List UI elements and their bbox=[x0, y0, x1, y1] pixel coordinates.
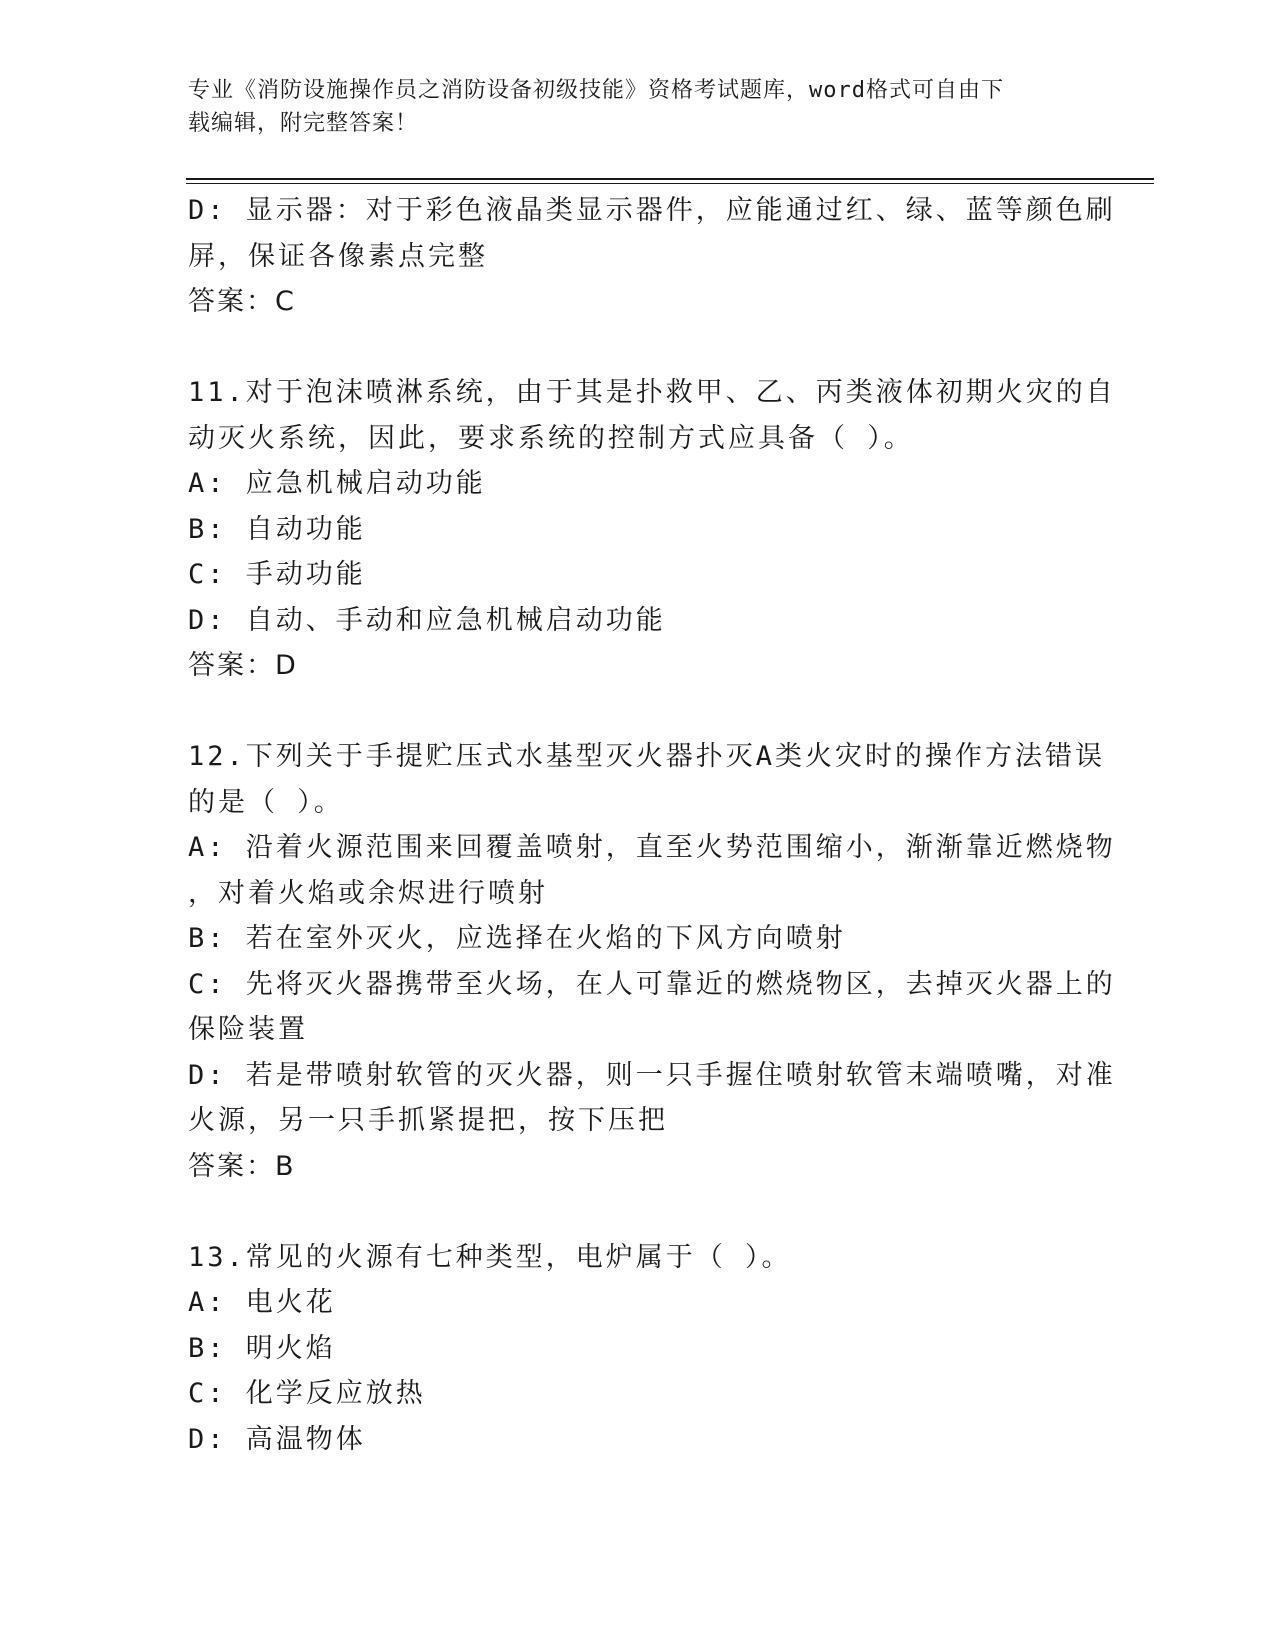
header-line-2: 载编辑，附完整答案！ bbox=[188, 111, 419, 136]
spacer bbox=[188, 325, 1078, 371]
spacer bbox=[188, 689, 1078, 735]
question-stem: 11.对于泡沫喷淋系统，由于其是扑救甲、乙、丙类液体初期火灾的自 bbox=[188, 377, 1116, 408]
question-11 bbox=[188, 370, 1116, 689]
answer-line: 答案：C bbox=[188, 286, 296, 317]
question-stem-continued: 动灭火系统，因此，要求系统的控制方式应具备（ ）。 bbox=[188, 422, 914, 454]
option-c-continued: 保险装置 bbox=[188, 1014, 308, 1045]
question-12 bbox=[188, 734, 1116, 1189]
option-c: C: 手动功能 bbox=[188, 559, 366, 590]
option-b: B: 若在室外灭火，应选择在火焰的下风方向喷射 bbox=[188, 923, 846, 954]
option-c: C: 化学反应放热 bbox=[188, 1378, 426, 1409]
answer-line: 答案：B bbox=[188, 1150, 296, 1182]
option-b: B: 自动功能 bbox=[188, 513, 366, 545]
question-10-tail bbox=[188, 188, 1116, 325]
option-a: A: 应急机械启动功能 bbox=[188, 468, 486, 499]
spacer bbox=[188, 1189, 1078, 1235]
option-d: D: 显示器：对于彩色液晶类显示器件，应能通过红、绿、蓝等颜色刷 bbox=[188, 195, 1116, 226]
document-header bbox=[188, 74, 1068, 140]
question-list bbox=[188, 188, 1116, 1462]
question-stem-continued: 的是（ ）。 bbox=[188, 786, 344, 818]
option-c: C: 先将灭火器携带至火场，在人可靠近的燃烧物区，去掉灭火器上的 bbox=[188, 968, 1116, 1000]
option-b: B: 明火焰 bbox=[188, 1332, 336, 1364]
option-a: A: 电火花 bbox=[188, 1287, 336, 1318]
option-d: D: 若是带喷射软管的灭火器，则一只手握住喷射软管末端喷嘴，对准 bbox=[188, 1059, 1116, 1091]
header-divider-thin bbox=[186, 183, 1154, 184]
option-d: D: 高温物体 bbox=[188, 1423, 366, 1455]
question-13 bbox=[188, 1235, 1078, 1463]
header-line-1: 专业《消防设施操作员之消防设备初级技能》资格考试题库，word格式可自由下 bbox=[188, 78, 1004, 103]
option-a-continued: ，对着火焰或余烬进行喷射 bbox=[188, 877, 548, 909]
option-d-continued: 屏，保证各像素点完整 bbox=[188, 240, 488, 272]
option-d: D: 自动、手动和应急机械启动功能 bbox=[188, 604, 666, 636]
question-stem: 12.下列关于手提贮压式水基型灭火器扑灭A类火灾时的操作方法错误 bbox=[188, 741, 1106, 772]
answer-line: 答案：D bbox=[188, 650, 298, 681]
header-divider-thick bbox=[186, 178, 1154, 180]
option-a: A: 沿着火源范围来回覆盖喷射，直至火势范围缩小，渐渐靠近燃烧物 bbox=[188, 832, 1116, 863]
option-d-continued: 火源，另一只手抓紧提把，按下压把 bbox=[188, 1105, 668, 1136]
question-stem: 13.常见的火源有七种类型，电炉属于（ ）。 bbox=[188, 1241, 792, 1273]
